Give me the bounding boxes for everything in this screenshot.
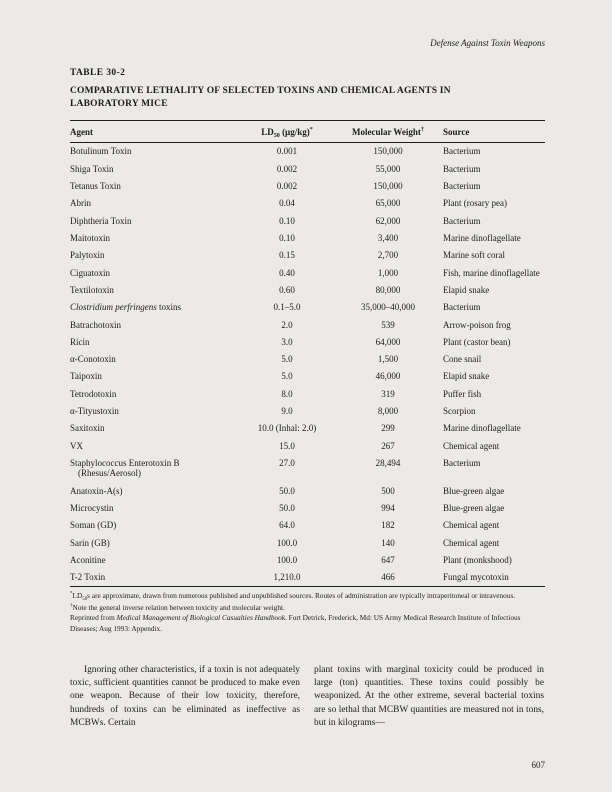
- agent-cell: Aconitine: [70, 555, 106, 566]
- ld50-cell: 1,210.0: [273, 572, 301, 583]
- table-row: [70, 420, 545, 437]
- agent-cell: Ricin: [70, 336, 90, 347]
- ld50-cell: 50.0: [279, 503, 295, 514]
- ld50-cell: 0.10: [279, 232, 295, 243]
- table-row: [70, 142, 545, 160]
- footnote-source: [70, 613, 545, 633]
- table-row: [70, 316, 545, 333]
- table-title-line1: COMPARATIVE LETHALITY OF SELECTED TOXINS AND CHEMICAL AGENTS IN: [70, 86, 451, 96]
- ld50-cell: 0.15: [279, 250, 295, 261]
- agent-cell: Maitotoxin: [70, 232, 110, 243]
- mw-cell: 466: [381, 572, 395, 583]
- ld50-cell: 2.0: [281, 319, 293, 330]
- agent-cell: Soman (GD): [70, 520, 117, 531]
- mw-cell: 8,000: [377, 406, 399, 417]
- table-row: [70, 299, 545, 316]
- col-header-ld50: [237, 120, 337, 142]
- source-cell: Blue-green algae: [443, 485, 505, 496]
- mw-label: Molecular Weight: [352, 126, 421, 137]
- ld50-label-sup: *: [309, 126, 313, 133]
- source-cell: Plant (monkshood): [443, 555, 512, 566]
- mw-cell: 2,700: [377, 250, 399, 261]
- source-cell: Bacterium: [443, 458, 481, 469]
- footnote-mw-text: Note the general inverse relation between toxicity and molecular weight.: [72, 602, 285, 612]
- mw-cell: 500: [381, 485, 395, 496]
- table-row: [70, 351, 545, 368]
- ld50-cell: 0.001: [276, 146, 298, 157]
- footnote-ld50: [70, 591, 545, 602]
- agent-cell: Textilotoxin: [70, 284, 114, 295]
- footnote-ld50-sub: 50: [82, 597, 88, 603]
- agent-cell: Anatoxin-A(s): [70, 485, 123, 496]
- ld50-label-mid: (µg/kg): [279, 126, 310, 137]
- table-row: [70, 264, 545, 281]
- table-row: [70, 403, 545, 420]
- footnote-ld50-marker: *: [70, 591, 73, 597]
- agent-cell: Saxitoxin: [70, 423, 105, 434]
- table-header-row: [70, 120, 545, 142]
- mw-cell: 299: [381, 423, 395, 434]
- ld50-cell: 9.0: [281, 406, 293, 417]
- agent-cell: Clostridium perfringens toxins: [70, 302, 182, 313]
- table-row: [70, 281, 545, 298]
- source-cell: Plant (castor bean): [443, 336, 511, 347]
- source-cell: Scorpion: [443, 406, 476, 417]
- table-row: [70, 368, 545, 385]
- agent-cell: Sarin (GB): [70, 537, 110, 548]
- col-header-mw: [337, 120, 439, 142]
- mw-label-sup: †: [420, 126, 424, 133]
- ld50-cell: 8.0: [281, 388, 293, 399]
- table-row: [70, 482, 545, 499]
- table-title-line2: LABORATORY MICE: [70, 98, 168, 109]
- source-cell: Bacterium: [443, 146, 481, 157]
- agent-cell: Taipoxin: [70, 371, 102, 382]
- body-paragraph-left: Ignoring other characteristics, if a toxin is not adequately toxic, sufficient quantities cannot be produced to make even one weapon. Because of their low toxicity, therefore, hundreds of toxins can be eliminated as ineffective as MCBWs. Certain: [70, 664, 300, 729]
- ld50-cell: 0.002: [276, 163, 298, 174]
- mw-cell: 182: [381, 520, 395, 531]
- source-cell: Fish, marine dinoflagellate: [443, 267, 540, 278]
- ld50-cell: 0.002: [276, 180, 298, 191]
- source-cell: Fungal mycotoxin: [443, 572, 509, 583]
- table-row: [70, 552, 545, 569]
- ld50-cell: 3.0: [281, 336, 293, 347]
- source-cell: Chemical agent: [443, 440, 500, 451]
- table-row: [70, 229, 545, 246]
- ld50-cell: 100.0: [276, 555, 298, 566]
- table-body: [70, 142, 545, 587]
- source-cell: Chemical agent: [443, 537, 500, 548]
- mw-cell: 64,000: [375, 336, 401, 347]
- ld50-label-sub: 50: [273, 132, 280, 139]
- ld50-cell: 0.1–5.0: [273, 302, 301, 313]
- agent-cell: Palytoxin: [70, 250, 105, 261]
- table-row: [70, 212, 545, 229]
- agent-cell: Shiga Toxin: [70, 163, 114, 174]
- mw-cell: 1,000: [377, 267, 399, 278]
- table-row: [70, 534, 545, 551]
- source-cell: Marine dinoflagellate: [443, 423, 521, 434]
- mw-cell: 994: [381, 503, 395, 514]
- source-cell: Cone snail: [443, 354, 482, 365]
- mw-cell: 140: [381, 537, 395, 548]
- agent-cell: Diphtheria Toxin: [70, 215, 132, 226]
- ld50-cell: 5.0: [281, 354, 293, 365]
- table-row: [70, 247, 545, 264]
- mw-cell: 150,000: [373, 180, 403, 191]
- mw-cell: 319: [381, 388, 395, 399]
- mw-cell: 55,000: [375, 163, 401, 174]
- ld50-cell: 27.0: [279, 458, 295, 469]
- footnote-ld50-text: s are approximate, drawn from numerous published and unpublished sources. Routes of administration are typically intraperitoneal or intravenous.: [87, 591, 516, 601]
- agent-cell: α-Tityustoxin: [70, 406, 119, 417]
- footnote-mw-marker: †: [70, 603, 73, 609]
- mw-cell: 647: [381, 555, 395, 566]
- mw-cell: 150,000: [373, 146, 403, 157]
- table-row: [70, 455, 545, 483]
- ld50-cell: 10.0 (Inhal: 2.0): [257, 423, 317, 434]
- agent-cell: Ciguatoxin: [70, 267, 110, 278]
- source-cell: Bacterium: [443, 180, 481, 191]
- footnote-ld50-pre: LD: [72, 591, 83, 601]
- source-cell: Elapid snake: [443, 284, 490, 295]
- footnote-source-title: Medical Management of Biological Casualties Handbook: [116, 613, 286, 623]
- source-cell: Chemical agent: [443, 520, 500, 531]
- mw-cell: 28,494: [375, 458, 401, 469]
- agent-cell: Staphylococcus Enterotoxin B (Rhesus/Aerosol): [70, 458, 180, 479]
- body-text: [70, 664, 545, 731]
- ld50-cell: 5.0: [281, 371, 293, 382]
- table-row: [70, 333, 545, 350]
- ld50-cell: 0.04: [279, 198, 295, 209]
- col-header-source: Source: [439, 120, 545, 142]
- table-row: [70, 385, 545, 402]
- ld50-label-pre: LD: [261, 126, 274, 137]
- page-number: 607: [531, 760, 545, 770]
- table-row: [70, 437, 545, 454]
- col-header-agent: Agent: [70, 120, 237, 142]
- ld50-cell: 15.0: [279, 440, 295, 451]
- source-cell: Bacterium: [443, 163, 481, 174]
- source-cell: Bacterium: [443, 302, 481, 313]
- table-row: [70, 177, 545, 194]
- mw-cell: 65,000: [375, 198, 401, 209]
- table-row: [70, 500, 545, 517]
- running-header: Defense Against Toxin Weapons: [430, 38, 545, 48]
- table-label: TABLE 30-2: [70, 68, 126, 78]
- mw-cell: 46,000: [375, 371, 401, 382]
- mw-cell: 35,000–40,000: [361, 302, 415, 313]
- footnote-source-text: . Fort Detrick, Frederick, Md: US Army Medical Research Institute of Infectious Diseases; Aug 1993: Appendix.: [70, 613, 521, 633]
- ld50-cell: 0.40: [279, 267, 295, 278]
- source-cell: Marine soft coral: [443, 250, 505, 261]
- table-title: [70, 85, 545, 111]
- table-row: [70, 517, 545, 534]
- ld50-cell: 64.0: [279, 520, 295, 531]
- body-paragraph-right: plant toxins with marginal toxicity could be produced in large (ton) quantities. These toxins could possibly be weaponized. At the other extreme, several bacterial toxins are so lethal that MCBW quantities are measured not in tons, but in kilograms—: [314, 664, 544, 729]
- source-cell: Marine dinoflagellate: [443, 232, 521, 243]
- ld50-cell: 0.60: [279, 284, 295, 295]
- agent-cell: Batrachotoxin: [70, 319, 121, 330]
- source-cell: Puffer fish: [443, 388, 482, 399]
- agent-cell: Tetanus Toxin: [70, 180, 121, 191]
- table-row: [70, 160, 545, 177]
- ld50-cell: 50.0: [279, 485, 295, 496]
- lethality-table: [70, 120, 545, 588]
- mw-cell: 80,000: [375, 284, 401, 295]
- source-cell: Arrow-poison frog: [443, 319, 511, 330]
- mw-cell: 1,500: [377, 354, 399, 365]
- agent-cell: α-Conotoxin: [70, 354, 116, 365]
- agent-cell: VX: [70, 440, 83, 451]
- source-cell: Elapid snake: [443, 371, 490, 382]
- mw-cell: 267: [381, 440, 395, 451]
- ld50-cell: 0.10: [279, 215, 295, 226]
- table-row: [70, 195, 545, 212]
- table-row: [70, 569, 545, 587]
- footnote-source-pre: Reprinted from: [70, 613, 117, 623]
- ld50-cell: 100.0: [276, 537, 298, 548]
- source-cell: Bacterium: [443, 215, 481, 226]
- mw-cell: 539: [381, 319, 395, 330]
- source-cell: Plant (rosary pea): [443, 198, 507, 209]
- agent-cell: Tetrodotoxin: [70, 388, 117, 399]
- source-cell: Blue-green algae: [443, 503, 505, 514]
- agent-cell: Botulinum Toxin: [70, 146, 132, 157]
- agent-cell: T-2 Toxin: [70, 572, 106, 583]
- agent-cell: Abrin: [70, 198, 91, 209]
- mw-cell: 62,000: [375, 215, 401, 226]
- footnotes: [70, 591, 545, 634]
- agent-cell: Microcystin: [70, 503, 114, 514]
- footnote-mw: [70, 603, 545, 613]
- mw-cell: 3,400: [377, 232, 399, 243]
